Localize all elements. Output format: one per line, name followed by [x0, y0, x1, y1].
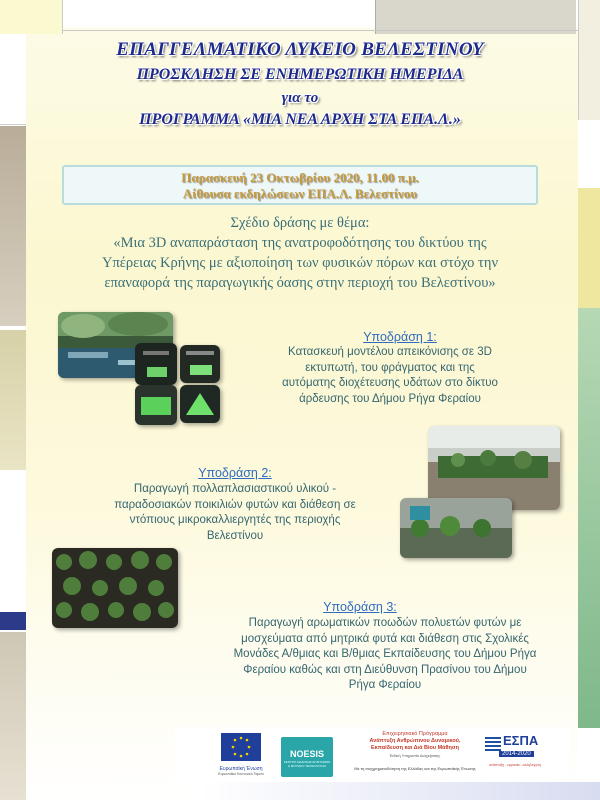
frame-block-left-brown	[0, 126, 26, 326]
subaction-3-line: μοσχεύματα από μητρικά φυτά και διάθεση στις Σχολικές	[241, 632, 529, 645]
subaction-2-text	[80, 482, 390, 544]
event-venue: Αίθουσα εκδηλώσεων ΕΠΑ.Λ. Βελεστίνου	[182, 186, 418, 201]
photo-3d-printer-2	[180, 345, 220, 383]
frame-block-right-green	[578, 308, 600, 728]
eu-sub: Ευρωπαϊκό Κοινωνικό Ταμείο	[218, 772, 264, 776]
program-sub: Ειδική Υπηρεσία Διαχείρισης	[389, 753, 441, 758]
header-connector: για το	[281, 90, 319, 106]
subaction-1-line: Κατασκευή μοντέλου απεικόνισης σε 3D	[288, 346, 492, 358]
subaction-3-text	[190, 616, 580, 694]
noesis-name: NOESIS	[289, 749, 324, 759]
subaction-3-title: Υποδράση 3:	[323, 600, 397, 614]
theme-line-1: «Μια 3D αναπαράσταση της ανατροφοδότησης του δικτύου της	[113, 235, 487, 251]
subaction-2-line: ντόπιους μικροκαλλιεργητές της περιοχής	[129, 514, 341, 526]
subaction-1-line: εκτυπωτή, του φράγματος και της	[305, 361, 475, 374]
photo-3d-print-green	[135, 385, 177, 425]
espa-sub: ανάπτυξη - εργασία - αλληλεγγύη	[489, 763, 541, 767]
subaction-3-line: Παραγωγή αρωματικών ποωδών πολυετών φυτών με	[248, 617, 522, 629]
frame-block-left-khaki	[0, 330, 26, 470]
frame-block-left-light	[0, 34, 26, 125]
espa-name: ΕΣΠΑ	[503, 733, 539, 748]
photo-3d-printer-1	[135, 343, 177, 385]
photo-potted-plants	[52, 548, 178, 628]
frame-block-top-grey	[375, 0, 576, 34]
frame-block-top-right	[578, 0, 600, 120]
photo-3d-print-model	[180, 385, 220, 423]
theme-line-2: Υπέρειας Κρήνης με αξιοποίηση των φυσικών πόρων και στόχο την	[101, 255, 499, 271]
invitation-title: ΠΡΟΣΚΛΗΣΗ ΣΕ ΕΝΗΜΕΡΩΤΙΚΗ ΗΜΕΡΙΔΑ	[136, 66, 464, 83]
subaction-2-line: Παραγωγή πολλαπλασιαστικού υλικού -	[133, 483, 337, 495]
event-details-box	[62, 165, 538, 205]
theme-intro: Σχέδιο δράσης με θέμα:	[230, 215, 370, 231]
program-line: Εκπαίδευση και Διά Βίου Μάθηση	[370, 745, 459, 751]
school-name: ΕΠΑΓΓΕΛΜΑΤΙΚΟ ΛΥΚΕΙΟ ΒΕΛΕΣΤΙΝΟΥ	[116, 39, 484, 60]
espa-logo	[485, 733, 545, 779]
subaction-1-line: αυτόματης διοχέτευσης υδάτων στο δίκτυο	[282, 377, 498, 389]
subaction-2-line: παραδοσιακών ποικιλιών φυτών και διάθεση σε	[114, 498, 356, 511]
espa-years: 2014-2020	[499, 751, 534, 757]
espa-flag-icon	[485, 737, 501, 751]
subaction-2-line: Βελεστίνου	[206, 529, 264, 542]
program-line: Ανάπτυξη Ανθρώπινου Δυναμικού,	[369, 738, 461, 744]
photo-seedlings-tray	[400, 498, 512, 558]
subaction-3-line: Ρήγα Φεραίου	[348, 679, 422, 691]
frame-block-right-gold	[578, 188, 600, 308]
frame-block-left-navy	[0, 612, 26, 630]
frame-block-left-bottom	[0, 632, 26, 800]
theme-line-3: επαναφορά της παραγωγικής όασης στην περιοχή του Βελεστίνου»	[104, 275, 496, 291]
eu-flag-logo	[218, 733, 267, 781]
operational-program	[345, 731, 485, 772]
subaction-3-line: Μονάδες Α/θμιας και Β/θμιας Εκπαίδευσης του Δήμου Ρήγα	[233, 648, 537, 660]
subaction-3-line: Φεραίου καθώς και στη Διεύθυνση Πρασίνου του Δήμου	[243, 663, 527, 676]
subaction-2-title: Υποδράση 2:	[198, 466, 272, 480]
eu-flag-icon	[221, 733, 261, 761]
program-title: ΠΡΟΓΡΑΜΜΑ «ΜΙΑ ΝΕΑ ΑΡΧΗ ΣΤΑ ΕΠΑ.Λ.»	[139, 111, 461, 128]
cofinance-text: Με τη συγχρηματοδότηση της Ελλάδας και της Ευρωπαϊκής Ένωσης	[354, 766, 476, 771]
frame-block-top-left	[0, 0, 63, 34]
eu-label: Ευρωπαϊκή Ένωση	[219, 766, 263, 772]
noesis-sub: ΚΕΝΤΡΟ ΔΙΑΔΟΣΗΣ ΕΠΙΣΤΗΜΩΝ & ΜΟΥΣΕΙΟ ΤΕΧΝΟΛΟΓΙΑΣ	[283, 760, 331, 768]
program-line: Επιχειρησιακό Πρόγραμμα	[382, 731, 448, 737]
sponsor-logos	[175, 727, 570, 782]
subaction-1-title: Υποδράση 1:	[363, 330, 437, 344]
noesis-logo	[281, 737, 333, 777]
frame-line-top	[62, 30, 578, 31]
event-date: Παρασκευή 23 Οκτωβρίου 2020, 11.00 π.μ.	[181, 170, 419, 185]
subaction-1-line: άρδευσης του Δήμου Ρήγα Φεραίου	[299, 392, 481, 405]
subaction-1-text	[240, 345, 540, 407]
frame-block-bottom	[200, 782, 600, 800]
